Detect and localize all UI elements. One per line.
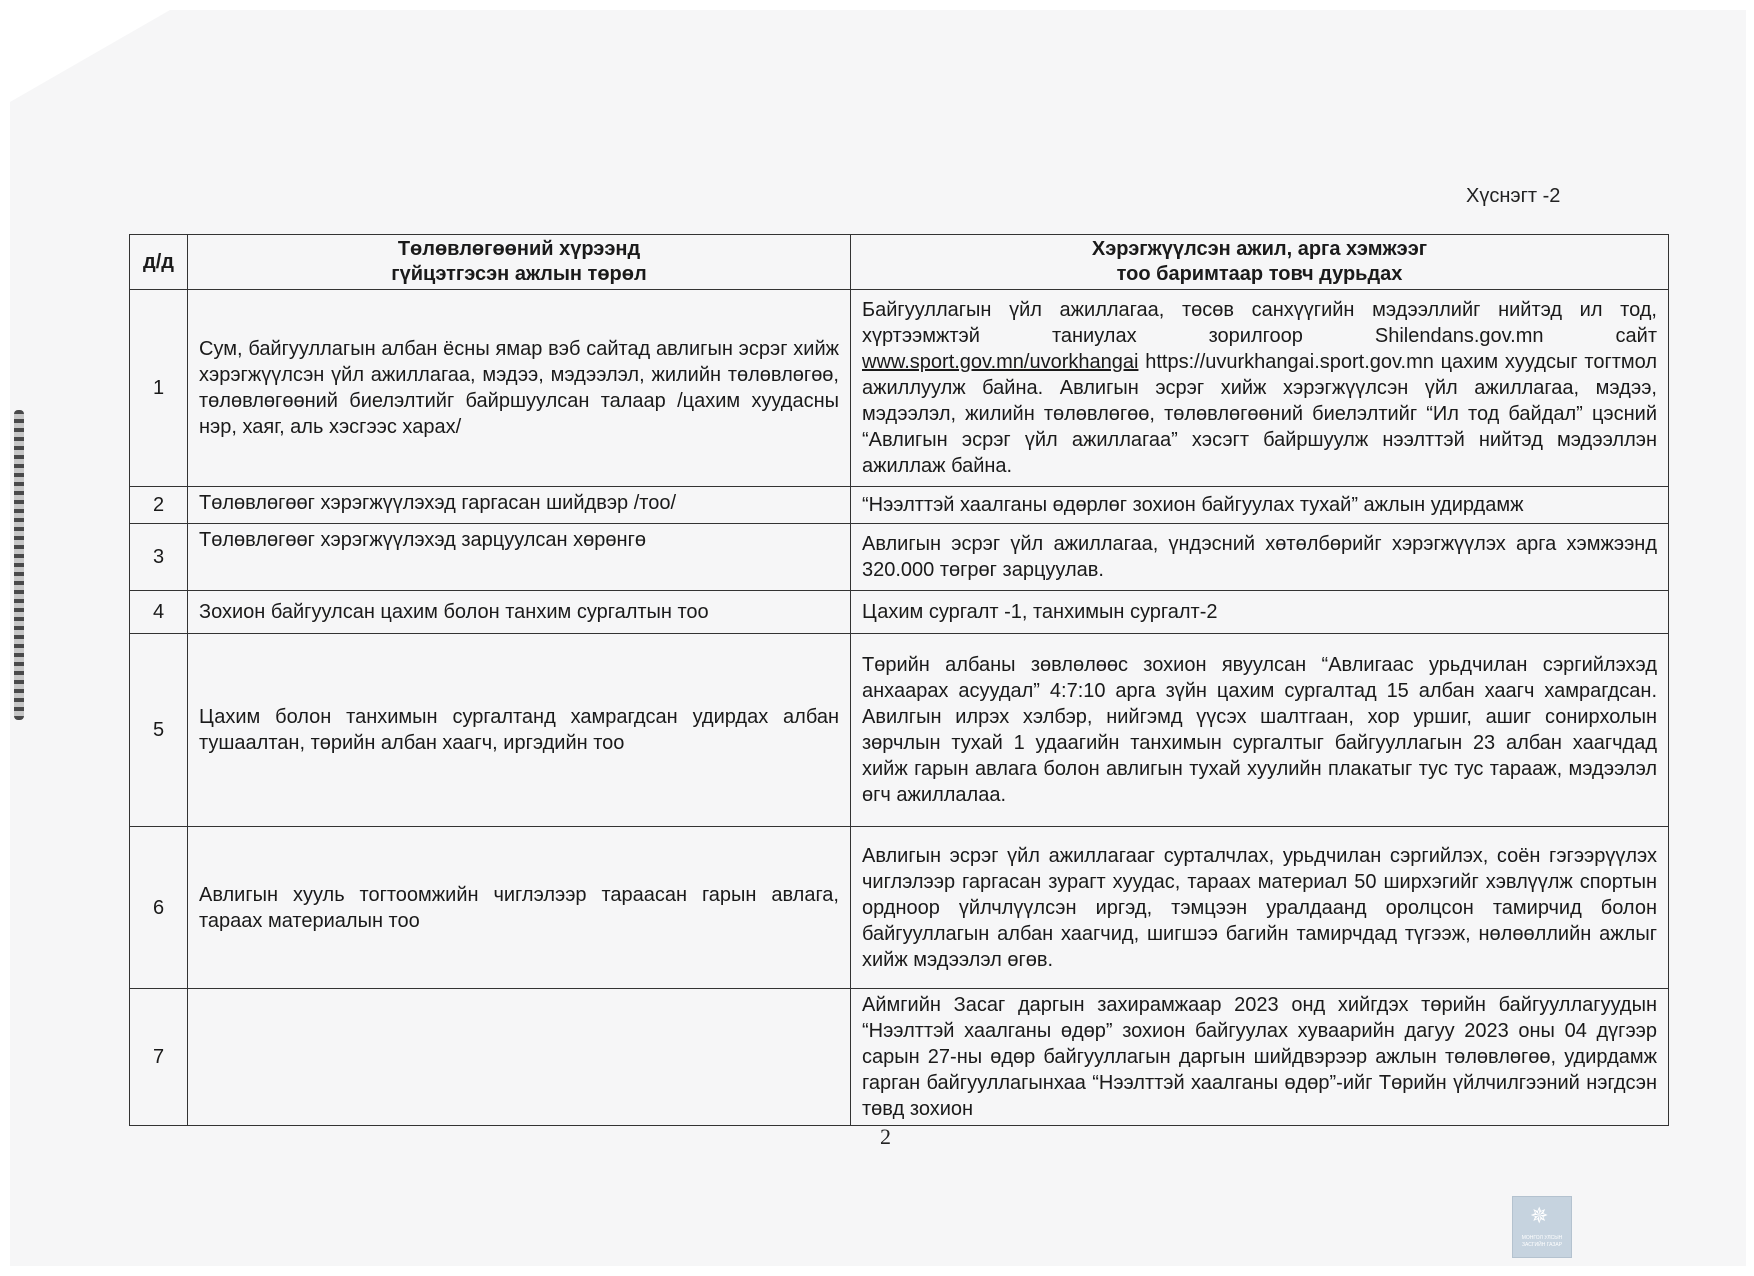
- table-row: [130, 591, 1669, 634]
- table-row: [130, 989, 1669, 1126]
- header-result: [851, 235, 1669, 290]
- header-work-type-line2: гүйцэтгэсэн ажлын төрөл: [391, 263, 647, 285]
- row-result-text-continued: https://uvurkhangai.sport.gov.mn цахим хуудсыг тогтмол ажиллуулж байна. Авлигын эсрэг хийж хэрэгжүүлсэн үйл ажиллагаа, мэдээ, мэдээлэл, жилийн төлөвлөгөө, төлөвлөгөөний биелэлтийг “Ил тод байдал” цэсний “Авлигын эсрэг үйл ажиллагаа” хэсэгт байршуулж нээлттэй нийтэд мэдээллэн ажиллаж байна.: [862, 351, 1657, 477]
- header-work-type: [188, 235, 851, 290]
- row-result: Төрийн албаны зөвлөлөөс зохион явуулсан “Авлигаас урьдчилан сэргийлэхэд анхаарах асуудал” 4:7:10 арга зүйн цахим сургалтад 15 албан хаагч хамрагдсан. Авилгын илрэх хэлбэр, нийгэмд үүсэх шалтгаан, хор уршиг, ашиг сонирхолын зөрчлын тухай 1 удаагийн танхимын сургалтыг байгууллагын 23 албан хаагчдад хийж гарын авлага болон авлигын тухай хуулийн плакатыг тус тус тарааж, мэдээлэл өгч ажиллалаа.: [851, 634, 1669, 827]
- header-number: д/д: [130, 235, 188, 290]
- row-result: Аймгийн Засаг даргын захирамжаар 2023 онд хийгдэх төрийн байгууллагуудын “Нээлттэй хаалганы өдөр” зохион байгуулах хуваарийн дагуу 2023 оны 04 дүгээр сарын 27-ны өдөр байгууллагын даргын шийдвэрээр ажлын төлөвлөгөө, удирдамж гарган байгууллагынхаа “Нээлттэй хаалганы өдөр”-ийг Төрийн үйлчилгээний нэгдсэн төвд зохион: [851, 989, 1669, 1126]
- scan-corner-fold: [10, 10, 170, 102]
- row-result: [851, 290, 1669, 487]
- report-table: [129, 234, 1669, 1126]
- row-result: Авлигын эсрэг үйл ажиллагааг сурталчлах, урьдчилан сэргийлэх, соён гэгээрүүлэх чиглэлээр гаргасан зурагт хуудас, тараах материал 50 ширхэгийг хэвлүүлж спортын ордноор үйлчлүүлсэн иргэд, тэмцээн уралдаанд оролцсон тамирчид болон байгууллагын албан хаагчид, шигшээ багийн тамирчдад түгээж, нөлөөллийн ажлыг хийж мэдээлэл өгөв.: [851, 827, 1669, 989]
- row-work-type: Сум, байгууллагын албан ёсны ямар вэб сайтад авлигын эсрэг хийж хэрэгжүүлсэн үйл ажиллагаа, мэдээ, мэдээлэл, жилийн төлөвлөгөө, төлөвлөгөөний биелэлтийг байршуулсан талаар /цахим хуудасны нэр, хаяг, аль хэсгээс харах/: [188, 290, 851, 487]
- soyombo-emblem-icon: ✵: [1530, 1203, 1549, 1228]
- row-result: Авлигын эсрэг үйл ажиллагаа, үндэсний хөтөлбөрийг хэрэгжүүлэх арга хэмжээнд 320.000 төгрөг зарцуулав.: [851, 524, 1669, 591]
- row-work-type: Авлигын хууль тогтоомжийн чиглэлээр тараасан гарын авлага, тараах материалын тоо: [188, 827, 851, 989]
- header-work-type-line1: Төлөвлөгөөний хүрээнд: [397, 238, 641, 260]
- table-row: [130, 487, 1669, 524]
- row-work-type: Зохион байгуулсан цахим болон танхим сургалтын тоо: [188, 591, 851, 634]
- page-number: 2: [880, 1124, 891, 1149]
- annex-label: Хүснэгт -2: [1466, 185, 1561, 207]
- table-row: [130, 827, 1669, 989]
- header-result-line1: Хэрэгжүүлсэн ажил, арга хэмжээг: [1091, 238, 1428, 260]
- row-result-text: Байгууллагын үйл ажиллагаа, төсөв санхүүгийн мэдээллийг нийтэд ил тод, хүртээмжтэй таниулах зорилгоор Shilendans.gov.mn сайт: [862, 299, 1657, 347]
- row-number: 4: [130, 591, 188, 634]
- seal-text: МОНГОЛ УЛСЫН ЗАСГИЙН ГАЗАР: [1521, 1235, 1563, 1248]
- table-row: [130, 524, 1669, 591]
- row-work-type: Төлөвлөгөөг хэрэгжүүлэхэд гаргасан шийдвэр /тоо/: [188, 487, 851, 524]
- row-result: Цахим сургалт -1, танхимын сургалт-2: [851, 591, 1669, 634]
- row-number: 3: [130, 524, 188, 591]
- government-seal-logo: [1512, 1196, 1572, 1258]
- binding-edge: [14, 410, 24, 720]
- row-number: 6: [130, 827, 188, 989]
- row-number: 5: [130, 634, 188, 827]
- row-number: 2: [130, 487, 188, 524]
- row-number: 7: [130, 989, 188, 1126]
- table-header-row: [130, 235, 1669, 290]
- row-work-type: Төлөвлөгөөг хэрэгжүүлэхэд зарцуулсан хөрөнгө: [188, 524, 851, 591]
- row-number: 1: [130, 290, 188, 487]
- table-row: [130, 290, 1669, 487]
- sport-website-link[interactable]: www.sport.gov.mn/uvorkhangai: [862, 351, 1139, 373]
- row-work-type: Цахим болон танхимын сургалтанд хамрагдсан удирдах албан тушаалтан, төрийн албан хаагч, иргэдийн тоо: [188, 634, 851, 827]
- row-result: “Нээлттэй хаалганы өдөрлөг зохион байгуулах тухай” ажлын удирдамж: [851, 487, 1669, 524]
- table-row: [130, 634, 1669, 827]
- row-work-type: [188, 989, 851, 1126]
- header-result-line2: тоо баримтаар товч дурьдах: [1116, 263, 1403, 285]
